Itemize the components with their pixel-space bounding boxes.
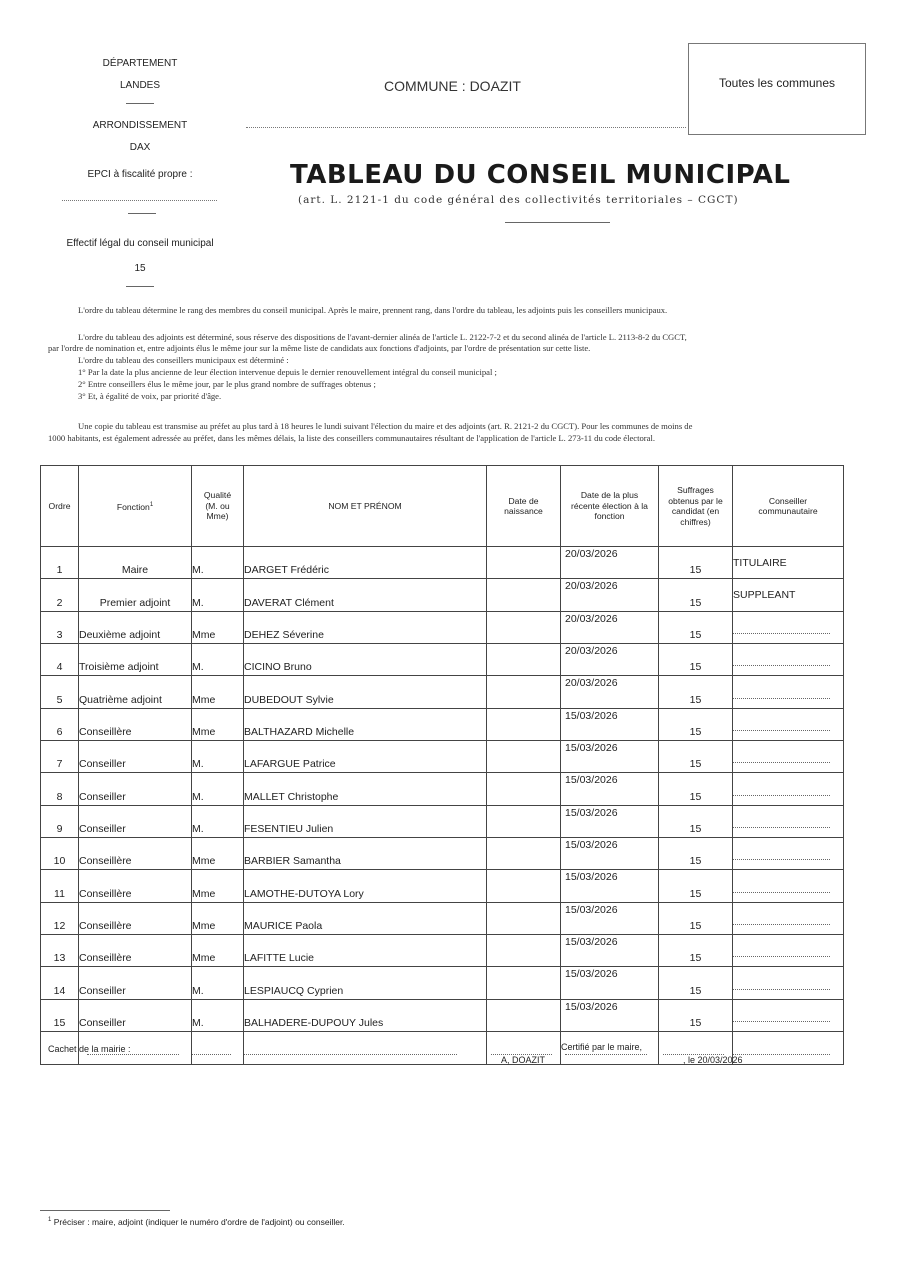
- page-subtitle: (art. L. 2121-1 du code général des collectivités territoriales – CGCT): [298, 194, 739, 206]
- lieu-value: A, DOAZIT: [501, 1055, 546, 1065]
- paragraph-rule-2: 2° Entre conseillers élus le même jour, par le plus grand nombre de suffrages obtenus ;: [78, 379, 376, 389]
- cell-fonction: Conseillère: [79, 902, 192, 934]
- paragraph-transmission-1: Une copie du tableau est transmise au préfet au plus tard à 18 heures le lundi suivant l'élection du maire et des adjoints (art. R. 2121-2 du CGCT). Pour les communes de moins de: [78, 421, 693, 431]
- cell-naissance: [487, 870, 561, 902]
- table-row: [41, 838, 844, 870]
- table-row: [41, 805, 844, 837]
- cell-nom: BALTHAZARD Michelle: [244, 708, 487, 740]
- cell-nom: LAFARGUE Patrice: [244, 741, 487, 773]
- cell-naissance: [487, 902, 561, 934]
- cell-fonction: Conseiller: [79, 805, 192, 837]
- cell-ordre: 4: [41, 644, 79, 676]
- cell-election: [561, 870, 659, 902]
- header-nom: NOM ET PRÉNOM: [244, 466, 487, 547]
- council-table: [40, 465, 844, 1065]
- election-date: 15/03/2026: [565, 968, 618, 981]
- cell-communautaire: [733, 741, 844, 773]
- cell-election: [561, 838, 659, 870]
- divider: [126, 103, 154, 104]
- cell-qualite: Mme: [192, 935, 244, 967]
- cell-fonction: Conseiller: [79, 741, 192, 773]
- paragraph-transmission-2: 1000 habitants, est également adressée au préfet, dans les mêmes délais, la liste des conseillers communautaires résultant de l'application de l'article L. 273-11 du code électoral.: [48, 433, 655, 443]
- cell-communautaire: [733, 935, 844, 967]
- cell-suffrages: 15: [659, 579, 733, 611]
- cell-nom: CICINO Bruno: [244, 644, 487, 676]
- cell-communautaire: [733, 967, 844, 999]
- cell-nom: LAMOTHE-DUTOYA Lory: [244, 870, 487, 902]
- commune-value: DOAZIT: [469, 78, 521, 94]
- cell-nom: DAVERAT Clément: [244, 579, 487, 611]
- epci-label: EPCI à fiscalité propre :: [87, 169, 193, 180]
- cell-fonction: Troisième adjoint: [79, 644, 192, 676]
- cell-nom: DUBEDOUT Sylvie: [244, 676, 487, 708]
- cell-ordre: 14: [41, 967, 79, 999]
- cell-naissance: [487, 805, 561, 837]
- table-row: [41, 773, 844, 805]
- footnote-ref: 1: [149, 501, 154, 508]
- table-row: [41, 708, 844, 740]
- cell-nom: [244, 1032, 487, 1064]
- cell-communautaire: TITULAIRE: [733, 547, 844, 579]
- election-date: 20/03/2026: [565, 580, 618, 593]
- arrondissement-value: DAX: [129, 142, 151, 153]
- election-date: 15/03/2026: [565, 806, 618, 819]
- election-date: 15/03/2026: [565, 1000, 618, 1013]
- cell-naissance: [487, 935, 561, 967]
- arrondissement-label: ARRONDISSEMENT: [92, 120, 188, 131]
- cell-fonction: Conseiller: [79, 967, 192, 999]
- election-date: 20/03/2026: [565, 612, 618, 625]
- cell-election: [561, 902, 659, 934]
- cell-ordre: 7: [41, 741, 79, 773]
- dotted-blank: [733, 955, 830, 957]
- cell-communautaire: [733, 902, 844, 934]
- cell-qualite: M.: [192, 644, 244, 676]
- cell-nom: FESENTIEU Julien: [244, 805, 487, 837]
- cell-communautaire: [733, 870, 844, 902]
- cell-qualite: M.: [192, 547, 244, 579]
- cell-ordre: 6: [41, 708, 79, 740]
- cell-nom: MAURICE Paola: [244, 902, 487, 934]
- election-date: 20/03/2026: [565, 645, 618, 658]
- cell-communautaire: [733, 1032, 844, 1064]
- cell-ordre: 12: [41, 902, 79, 934]
- cell-election: [561, 579, 659, 611]
- cell-nom: DEHEZ Séverine: [244, 611, 487, 643]
- cell-qualite: [192, 1032, 244, 1064]
- cell-suffrages: 15: [659, 611, 733, 643]
- dotted-blank: [192, 1053, 231, 1055]
- table-row: [41, 644, 844, 676]
- dotted-blank: [733, 1053, 830, 1055]
- cell-qualite: M.: [192, 773, 244, 805]
- cell-ordre: 3: [41, 611, 79, 643]
- cell-nom: LAFITTE Lucie: [244, 935, 487, 967]
- election-date: 15/03/2026: [565, 871, 618, 884]
- cell-communautaire: [733, 838, 844, 870]
- paragraph-rule-3: 3° Et, à égalité de voix, par priorité d'âge.: [78, 391, 222, 401]
- header-qualite: Qualité (M. ou Mme): [192, 466, 244, 547]
- cell-communautaire: [733, 999, 844, 1031]
- cell-suffrages: 15: [659, 805, 733, 837]
- cell-ordre: 2: [41, 579, 79, 611]
- cell-ordre: 8: [41, 773, 79, 805]
- cell-election: [561, 741, 659, 773]
- paragraph-conseillers: L'ordre du tableau des conseillers municipaux est déterminé :: [78, 355, 289, 365]
- table-row: [41, 902, 844, 934]
- cell-qualite: Mme: [192, 676, 244, 708]
- election-date: 15/03/2026: [565, 742, 618, 755]
- footnote: [48, 1217, 345, 1227]
- cell-ordre: 9: [41, 805, 79, 837]
- table-row: [41, 935, 844, 967]
- election-date: 20/03/2026: [565, 677, 618, 690]
- cell-election: [561, 708, 659, 740]
- cell-suffrages: 15: [659, 547, 733, 579]
- departement-value: LANDES: [119, 80, 160, 91]
- cell-naissance: [487, 773, 561, 805]
- dotted-blank: [244, 1053, 457, 1055]
- cell-naissance: [487, 999, 561, 1031]
- dotted-blank: [733, 826, 830, 828]
- dotted-blank: [733, 632, 830, 634]
- footnote-text: Préciser : maire, adjoint (indiquer le numéro d'ordre de l'adjoint) ou conseiller.: [53, 1217, 345, 1227]
- cell-suffrages: 15: [659, 902, 733, 934]
- cell-communautaire: [733, 805, 844, 837]
- cell-naissance: [487, 741, 561, 773]
- cell-suffrages: 15: [659, 935, 733, 967]
- cell-fonction: Conseillère: [79, 708, 192, 740]
- cell-naissance: [487, 838, 561, 870]
- cell-fonction: Conseillère: [79, 935, 192, 967]
- dotted-blank: [733, 891, 830, 893]
- cell-election: [561, 547, 659, 579]
- header-election: Date de la plus récente élection à la fonction: [561, 466, 659, 547]
- header-fonction-label: Fonction: [116, 501, 150, 512]
- cell-suffrages: 15: [659, 676, 733, 708]
- commune-dotted-line: [246, 127, 686, 128]
- dotted-blank: [733, 858, 830, 860]
- election-date: 15/03/2026: [565, 839, 618, 852]
- cell-fonction: Premier adjoint: [79, 579, 192, 611]
- dotted-blank: [733, 988, 830, 990]
- cell-qualite: M.: [192, 805, 244, 837]
- cell-election: [561, 805, 659, 837]
- dotted-blank: [733, 729, 830, 731]
- cell-communautaire: SUPPLEANT: [733, 579, 844, 611]
- dotted-blank: [733, 697, 830, 699]
- dotted-blank: [565, 1053, 647, 1055]
- dotted-blank: [733, 761, 830, 763]
- cell-communautaire: [733, 676, 844, 708]
- paragraph-rank: L'ordre du tableau détermine le rang des membres du conseil municipal. Après le maire, prennent rang, dans l'ordre du tableau, les adjoints puis les conseillers municipaux.: [78, 305, 668, 315]
- cell-ordre: 11: [41, 870, 79, 902]
- cell-fonction: Quatrième adjoint: [79, 676, 192, 708]
- cell-suffrages: 15: [659, 838, 733, 870]
- cell-election: [561, 935, 659, 967]
- election-date: 15/03/2026: [565, 936, 618, 949]
- cell-naissance: [487, 547, 561, 579]
- cell-ordre: 13: [41, 935, 79, 967]
- cell-suffrages: 15: [659, 708, 733, 740]
- dotted-blank: [733, 1020, 830, 1022]
- table-row: [41, 870, 844, 902]
- commune-label: COMMUNE :: [384, 78, 466, 94]
- header-ordre: Ordre: [41, 466, 79, 547]
- dotted-blank: [733, 664, 830, 666]
- cell-nom: BALHADERE-DUPOUY Jules: [244, 999, 487, 1031]
- cell-election: [561, 676, 659, 708]
- cachet-label: Cachet de la mairie :: [48, 1044, 131, 1054]
- effectif-value: 15: [134, 263, 146, 274]
- cell-nom: MALLET Christophe: [244, 773, 487, 805]
- cell-communautaire: [733, 611, 844, 643]
- cell-ordre: 5: [41, 676, 79, 708]
- header-suffrages: Suffrages obtenus par le candidat (en chiffres): [659, 466, 733, 547]
- cell-suffrages: 15: [659, 741, 733, 773]
- cell-communautaire: [733, 708, 844, 740]
- divider: [128, 213, 156, 214]
- cell-fonction: Conseillère: [79, 870, 192, 902]
- cell-naissance: [487, 708, 561, 740]
- certifie-label: Certifié par le maire,: [561, 1042, 643, 1052]
- cell-naissance: [487, 967, 561, 999]
- cell-fonction: Deuxième adjoint: [79, 611, 192, 643]
- cell-suffrages: 15: [659, 967, 733, 999]
- cell-naissance: [487, 644, 561, 676]
- cell-qualite: Mme: [192, 870, 244, 902]
- cell-fonction: Conseiller: [79, 773, 192, 805]
- cell-ordre: 10: [41, 838, 79, 870]
- dotted-blank: [733, 923, 830, 925]
- cell-naissance: [487, 579, 561, 611]
- divider: [126, 286, 154, 287]
- header-communautaire: Conseiller communautaire: [733, 466, 844, 547]
- election-date: 15/03/2026: [565, 903, 618, 916]
- header-fonction: [79, 466, 192, 547]
- cell-suffrages: 15: [659, 773, 733, 805]
- table-header-row: [41, 466, 844, 547]
- cell-election: [561, 644, 659, 676]
- epci-dotted-line: [62, 200, 217, 201]
- election-date: 15/03/2026: [565, 774, 618, 787]
- cell-communautaire: [733, 644, 844, 676]
- date-value: , le 20/03/2026: [683, 1055, 743, 1065]
- table-row: [41, 547, 844, 579]
- table-row: [41, 611, 844, 643]
- departement-label: DÉPARTEMENT: [102, 58, 178, 69]
- title-divider: [505, 222, 610, 223]
- cell-ordre: 15: [41, 999, 79, 1031]
- cell-qualite: M.: [192, 579, 244, 611]
- cell-ordre: 1: [41, 547, 79, 579]
- cell-suffrages: 15: [659, 644, 733, 676]
- table-row: [41, 676, 844, 708]
- commune-line: [384, 78, 521, 94]
- footnote-divider: [40, 1210, 170, 1211]
- cell-naissance: [487, 611, 561, 643]
- cell-fonction: Maire: [79, 547, 192, 579]
- election-date: 15/03/2026: [565, 709, 618, 722]
- communes-box: [688, 43, 866, 135]
- cell-election: [561, 999, 659, 1031]
- cell-suffrages: 15: [659, 999, 733, 1031]
- cell-fonction: Conseiller: [79, 999, 192, 1031]
- election-date: 20/03/2026: [565, 548, 618, 560]
- cell-fonction: Conseillère: [79, 838, 192, 870]
- cell-nom: BARBIER Samantha: [244, 838, 487, 870]
- cell-qualite: Mme: [192, 708, 244, 740]
- paragraph-adjoints-1: L'ordre du tableau des adjoints est déterminé, sous réserve des dispositions de l'avant-dernier alinéa de l'article L. 2122-7-2 et du second alinéa de l'article L. 2113-8-2 du CGCT,: [78, 332, 687, 342]
- cell-qualite: Mme: [192, 902, 244, 934]
- footnote-mark: 1: [48, 1217, 52, 1224]
- paragraph-adjoints-2: par l'ordre de nomination et, entre adjoints élus le même jour sur la même liste de candidats aux fonctions d'adjoints, par l'ordre de présentation sur cette liste.: [48, 343, 591, 353]
- table-row: [41, 999, 844, 1031]
- cell-naissance: [487, 676, 561, 708]
- paragraph-rule-1: 1° Par la date la plus ancienne de leur élection intervenue depuis le dernier renouvellement intégral du conseil municipal ;: [78, 367, 497, 377]
- cell-qualite: M.: [192, 967, 244, 999]
- table-row: [41, 967, 844, 999]
- dotted-blank: [733, 794, 830, 796]
- header-naissance: Date de naissance: [487, 466, 561, 547]
- cell-qualite: Mme: [192, 838, 244, 870]
- cell-election: [561, 967, 659, 999]
- cell-qualite: M.: [192, 741, 244, 773]
- effectif-label: Effectif légal du conseil municipal: [66, 238, 214, 249]
- cell-suffrages: 15: [659, 870, 733, 902]
- cell-nom: LESPIAUCQ Cyprien: [244, 967, 487, 999]
- table-row: [41, 741, 844, 773]
- cell-qualite: Mme: [192, 611, 244, 643]
- cell-nom: DARGET Frédéric: [244, 547, 487, 579]
- cell-communautaire: [733, 773, 844, 805]
- communes-box-label: Toutes les communes: [718, 76, 836, 90]
- cell-election: [561, 773, 659, 805]
- page-title: TABLEAU DU CONSEIL MUNICIPAL: [290, 160, 791, 190]
- table-row: [41, 579, 844, 611]
- cell-qualite: M.: [192, 999, 244, 1031]
- cell-election: [561, 611, 659, 643]
